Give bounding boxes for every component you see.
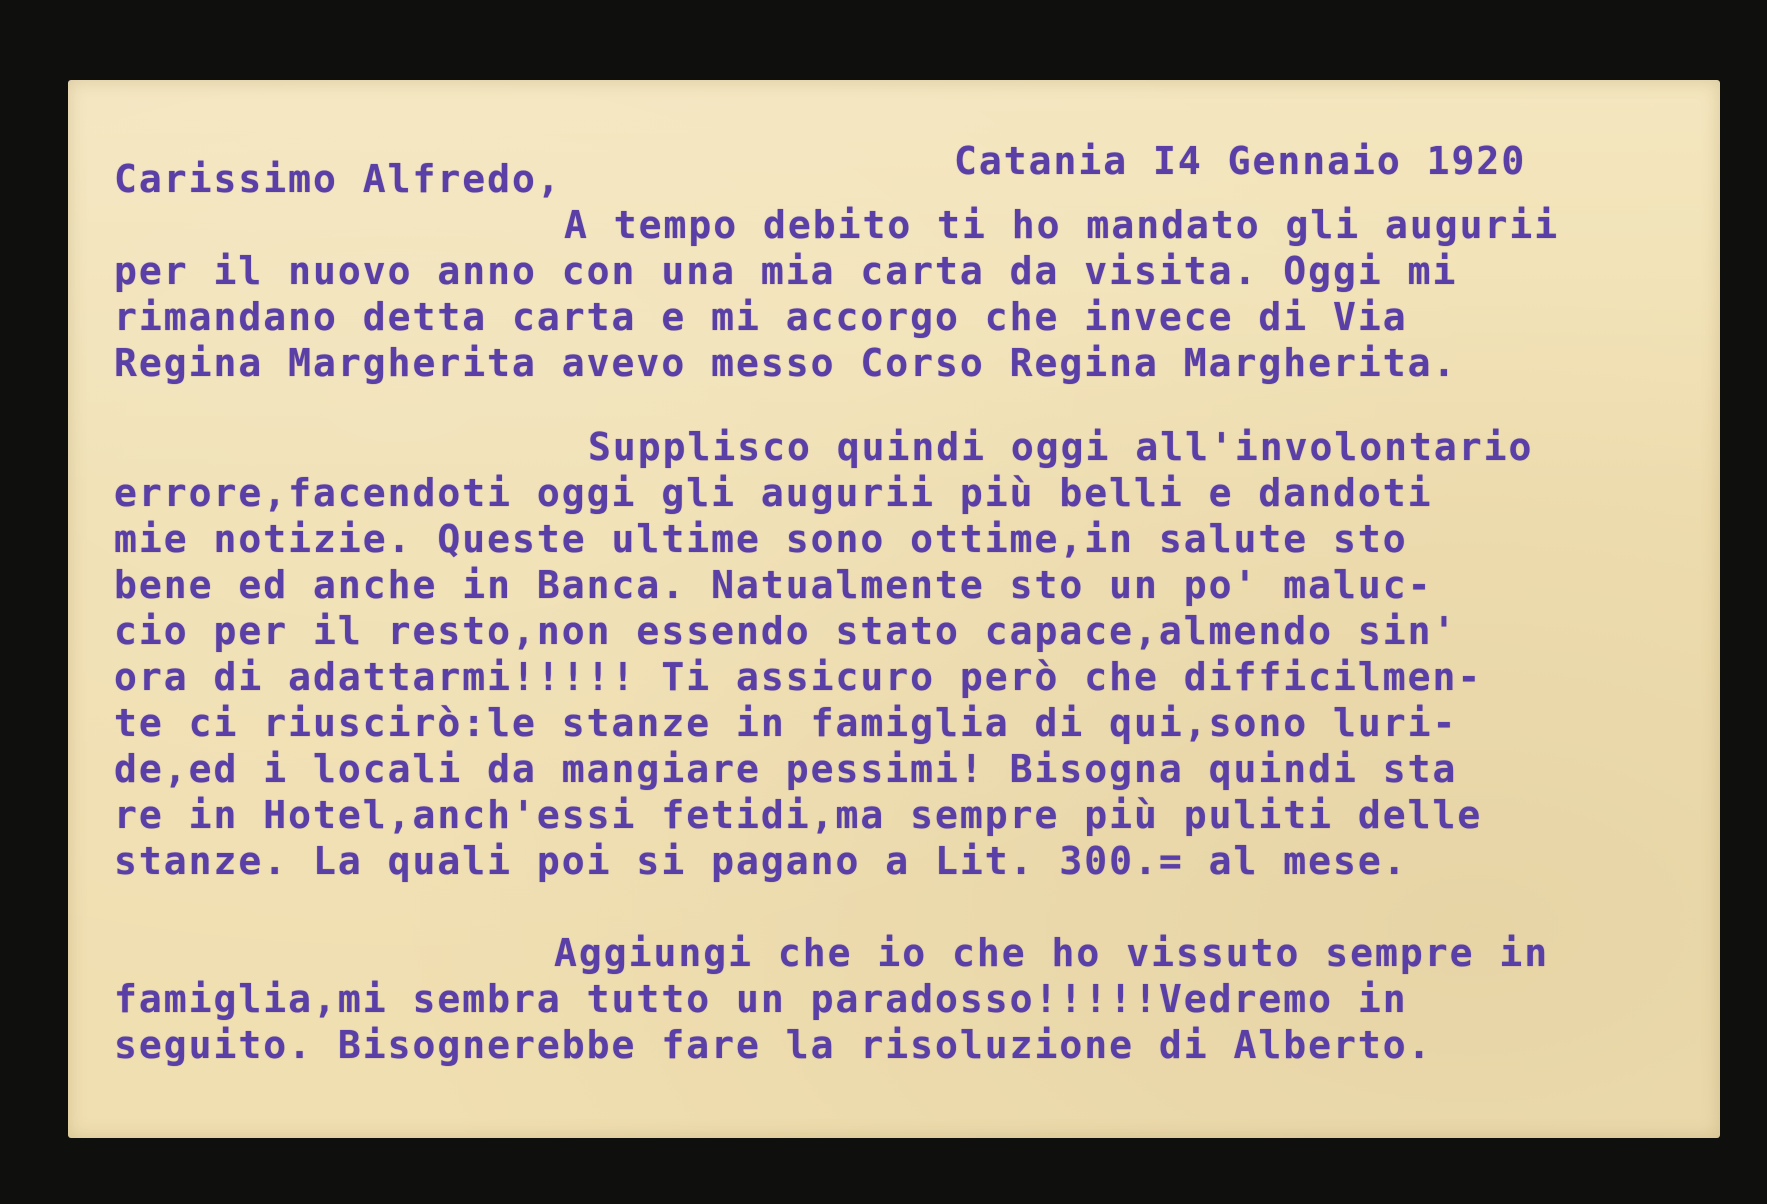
letter-line: mie notizie. Queste ultime sono ottime,in salute sto — [114, 517, 1408, 561]
postcard — [68, 80, 1720, 1138]
letter-date: Catania I4 Gennaio 1920 — [954, 139, 1527, 183]
letter-line: re in Hotel,anch'essi fetidi,ma sempre più puliti delle — [114, 793, 1483, 837]
letter-line: Supplisco quindi oggi all'involontario — [588, 425, 1534, 469]
letter-line: famiglia,mi sembra tutto un paradosso!!!!!Vedremo in — [114, 977, 1408, 1021]
letter-body — [68, 80, 1720, 1138]
letter-line: per il nuovo anno con una mia carta da visita. Oggi mi — [114, 249, 1458, 293]
letter-line: A tempo debito ti ho mandato gli augurii — [564, 203, 1560, 247]
letter-line: stanze. La quali poi si pagano a Lit. 300.= al mese. — [114, 839, 1408, 883]
letter-line: te ci riuscirò:le stanze in famiglia di qui,sono luri- — [114, 701, 1458, 745]
letter-line: cio per il resto,non essendo stato capace,almendo sin' — [114, 609, 1458, 653]
letter-line: seguito. Bisognerebbe fare la risoluzione di Alberto. — [114, 1023, 1433, 1067]
letter-line: bene ed anche in Banca. Natualmente sto un po' maluc- — [114, 563, 1433, 607]
letter-line: rimandano detta carta e mi accorgo che invece di Via — [114, 295, 1408, 339]
letter-line: Aggiungi che io che ho vissuto sempre in — [554, 931, 1550, 975]
letter-line: ora di adattarmi!!!!! Ti assicuro però che difficilmen- — [114, 655, 1483, 699]
letter-line: de,ed i locali da mangiare pessimi! Bisogna quindi sta — [114, 747, 1458, 791]
letter-line: Regina Margherita avevo messo Corso Regina Margherita. — [114, 341, 1458, 385]
letter-line: errore,facendoti oggi gli augurii più belli e dandoti — [114, 471, 1433, 515]
letter-salutation: Carissimo Alfredo, — [114, 157, 562, 201]
